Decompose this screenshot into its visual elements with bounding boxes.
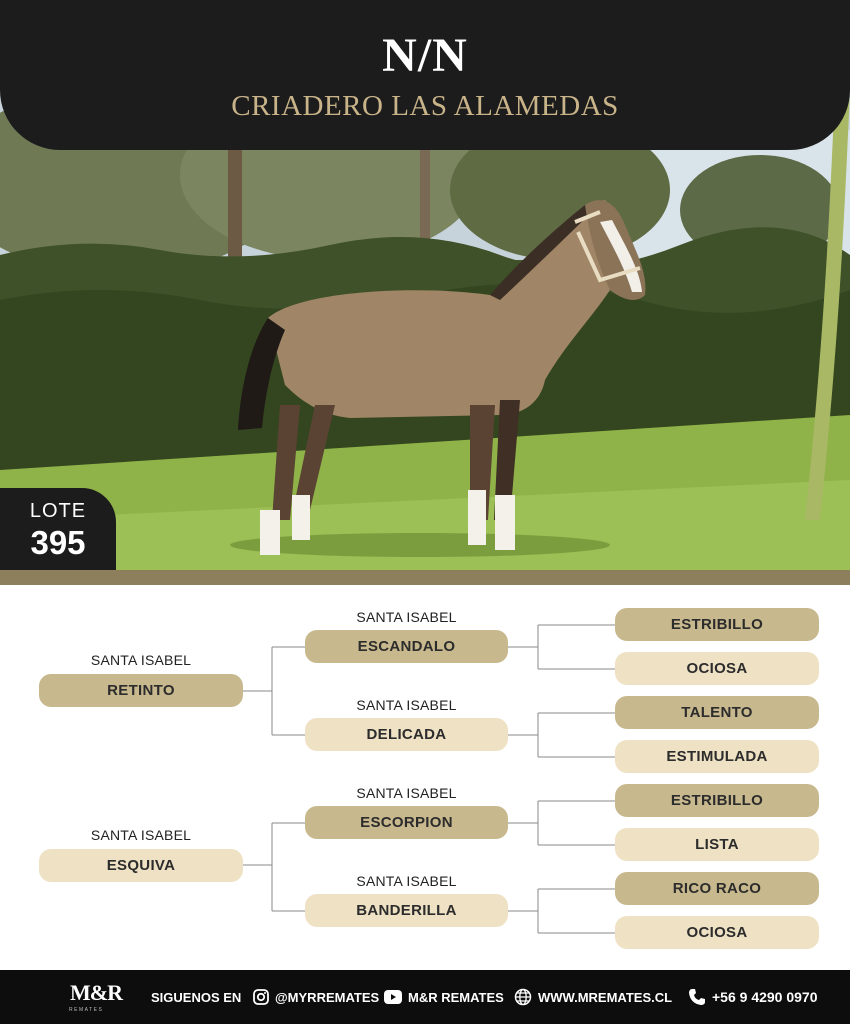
ancestor-pill: RICO RACO xyxy=(615,872,819,905)
globe-icon xyxy=(514,988,532,1006)
ancestor-pill: TALENTO xyxy=(615,696,819,729)
paternal-grandsire-pill: ESCANDALO xyxy=(305,630,508,663)
sire-pill: RETINTO xyxy=(39,674,243,707)
ancestor-pill: OCIOSA xyxy=(615,652,819,685)
lot-badge xyxy=(0,488,116,570)
ancestor-pill: ESTRIBILLO xyxy=(615,608,819,641)
mr-remates-logo xyxy=(66,980,122,1016)
youtube-icon xyxy=(384,990,402,1004)
instagram-link[interactable] xyxy=(253,970,379,1024)
dam-breeder: SANTA ISABEL xyxy=(90,827,192,843)
sire-breeder: SANTA ISABEL xyxy=(90,652,192,668)
ancestor-pill: ESTRIBILLO xyxy=(615,784,819,817)
phone-link[interactable] xyxy=(688,970,818,1024)
logo-text: M&R xyxy=(70,980,122,1005)
lot-number: 395 xyxy=(30,524,86,561)
youtube-link[interactable] xyxy=(384,970,504,1024)
website-link[interactable] xyxy=(514,970,672,1024)
lot-label: LOTE xyxy=(29,500,87,522)
youtube-channel: M&R REMATES xyxy=(408,989,504,1005)
maternal-granddam-breeder: SANTA ISABEL xyxy=(356,873,457,889)
ancestor-pill: ESTIMULADA xyxy=(615,740,819,773)
paternal-grandsire-breeder: SANTA ISABEL xyxy=(356,609,457,625)
phone-icon xyxy=(688,988,706,1006)
paternal-granddam-breeder: SANTA ISABEL xyxy=(356,697,457,713)
header-banner xyxy=(0,0,850,150)
maternal-granddam-pill: BANDERILLA xyxy=(305,894,508,927)
instagram-icon xyxy=(253,989,269,1005)
ancestor-pill: OCIOSA xyxy=(615,916,819,949)
maternal-grandsire-breeder: SANTA ISABEL xyxy=(356,785,457,801)
website-url: WWW.MREMATES.CL xyxy=(538,989,673,1005)
logo-subtext: REMATES xyxy=(69,1007,104,1013)
footer-bar xyxy=(0,970,850,1024)
maternal-grandsire-pill: ESCORPION xyxy=(305,806,508,839)
dam-pill: ESQUIVA xyxy=(39,849,243,882)
ancestor-pill: LISTA xyxy=(615,828,819,861)
instagram-handle: @MYRREMATES xyxy=(275,989,380,1005)
divider-band xyxy=(0,570,850,585)
pedigree-chart xyxy=(0,585,850,970)
phone-number: +56 9 4290 0970 xyxy=(712,989,818,1005)
horse-name-title: N/N xyxy=(382,29,468,82)
breeder-subtitle: CRIADERO LAS ALAMEDAS xyxy=(231,90,619,122)
follow-label: SIGUENOS EN xyxy=(151,989,242,1005)
paternal-granddam-pill: DELICADA xyxy=(305,718,508,751)
